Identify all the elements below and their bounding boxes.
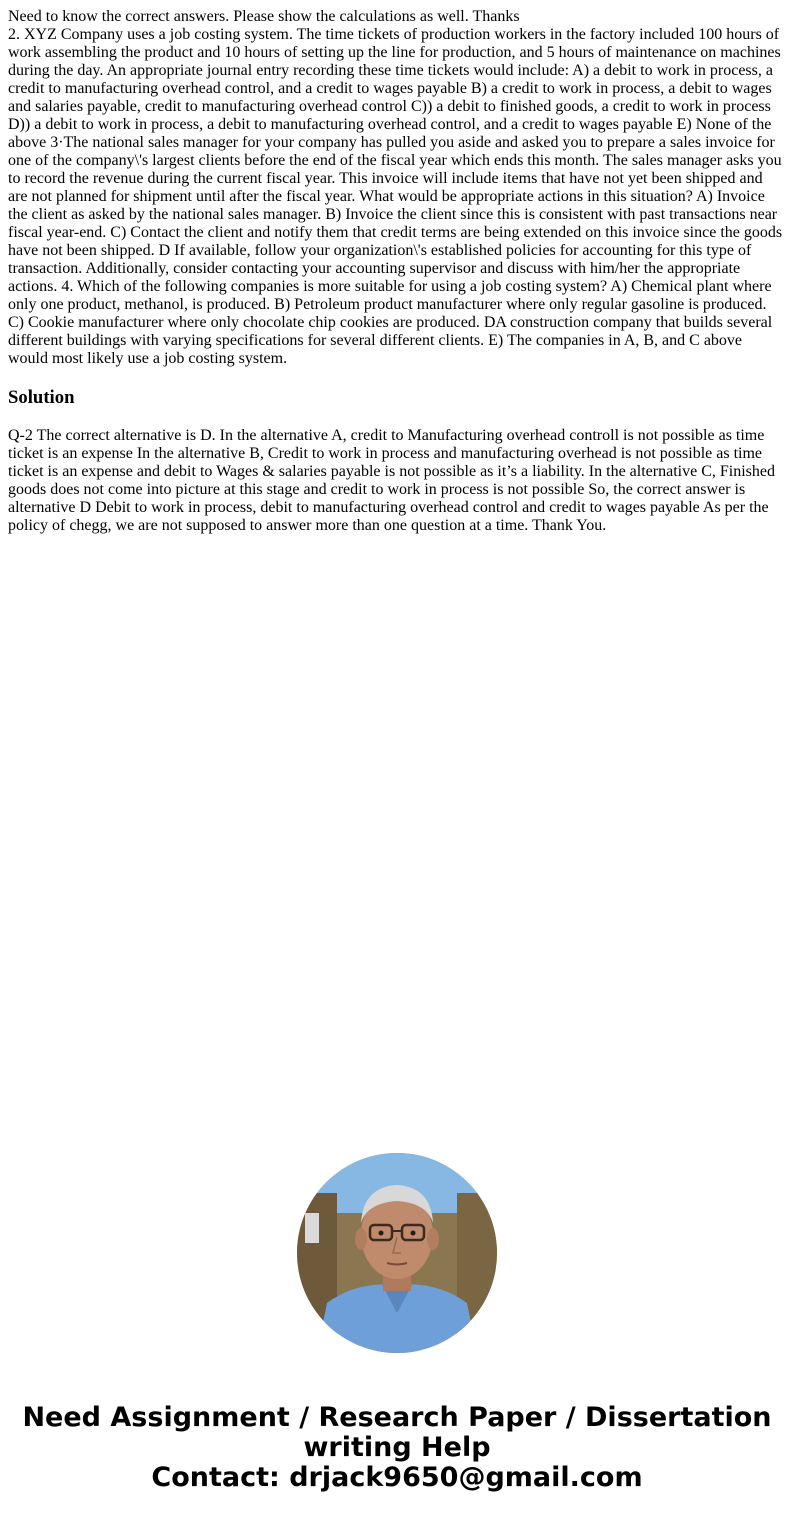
solution-heading: Solution xyxy=(8,387,75,408)
question-text: 2. XYZ Company uses a job costing system. The time tickets of production workers in the factory included 100 hours of work assembling the product and 10 hours of setting up the line for production, and 5 hours of maintenance on machines during the day. An appropriate journal entry recording these time tickets would include: A) a debit to work in process, a credit to manufacturing overhead control, and a credit to wages payable B) a credit to work in process, a debit to wages and salaries payable, credit to manufacturing overhead control C)) a debit to finished goods, a credit to work in process D)) a debit to work in process, a debit to manufacturing overhead control, and a credit to wages payable E) None of the above 3·The national sales manager for your company has pulled you aside and asked you to prepare a sales invoice for one of the company\'s largest clients before the end of the fiscal year which ends this month. The sales manager asks you to record the revenue during the current fiscal year. This invoice will include items that have not yet been shipped and are not planned for shipment until after the fiscal year. What would be appropriate actions in this situation? A) Invoice the client as asked by the national sales manager. B) Invoice the client since this is consistent with past transactions near fiscal year-end. C) Contact the client and notify them that credit terms are being extended on this invoice since the goods have not been shipped. D If available, follow your organization\'s established policies for accounting for this type of transaction. Additionally, consider contacting your accounting supervisor and discuss with him/her the appropriate actions. 4. Which of the following companies is more suitable for using a job costing system? A) Chemical plant where only one product, methanol, is produced. B) Petroleum product manufacturer where only regular gasoline is produced. C) Cookie manufacturer where only chocolate chip cookies are produced. DA construction company that builds several different buildings with varying specifications for several different clients. E) The companies in A, B, and C above would most likely use a job costing system. xyxy=(8,26,783,367)
promo-line-1: Need Assignment / Research Paper / Dissertation xyxy=(22,1402,772,1433)
promo-banner xyxy=(0,1403,794,1493)
author-photo xyxy=(297,1153,497,1353)
person-photo-icon xyxy=(297,1153,497,1353)
solution-text: Q-2 The correct alternative is D. In the alternative A, credit to Manufacturing overhead controll is not possible as time ticket is an expense In the alternative B, Credit to work in process and manufacturing overhead is not possible as time ticket is an expense and debit to Wages & salaries payable is not possible as it’s a liability. In the alternative C, Finished goods does not come into picture at this stage and credit to work in process is not possible So, the correct answer is alternative D Debit to work in process, debit to manufacturing overhead control and credit to wages payable As per the policy of chegg, we are not supposed to answer more than one question at a time. Thank You. xyxy=(8,427,775,534)
promo-line-2: writing Help xyxy=(303,1432,491,1463)
document-content xyxy=(8,8,784,535)
question-intro: Need to know the correct answers. Please show the calculations as well. Thanks xyxy=(8,8,520,25)
promo-contact: Contact: drjack9650@gmail.com xyxy=(151,1462,643,1493)
